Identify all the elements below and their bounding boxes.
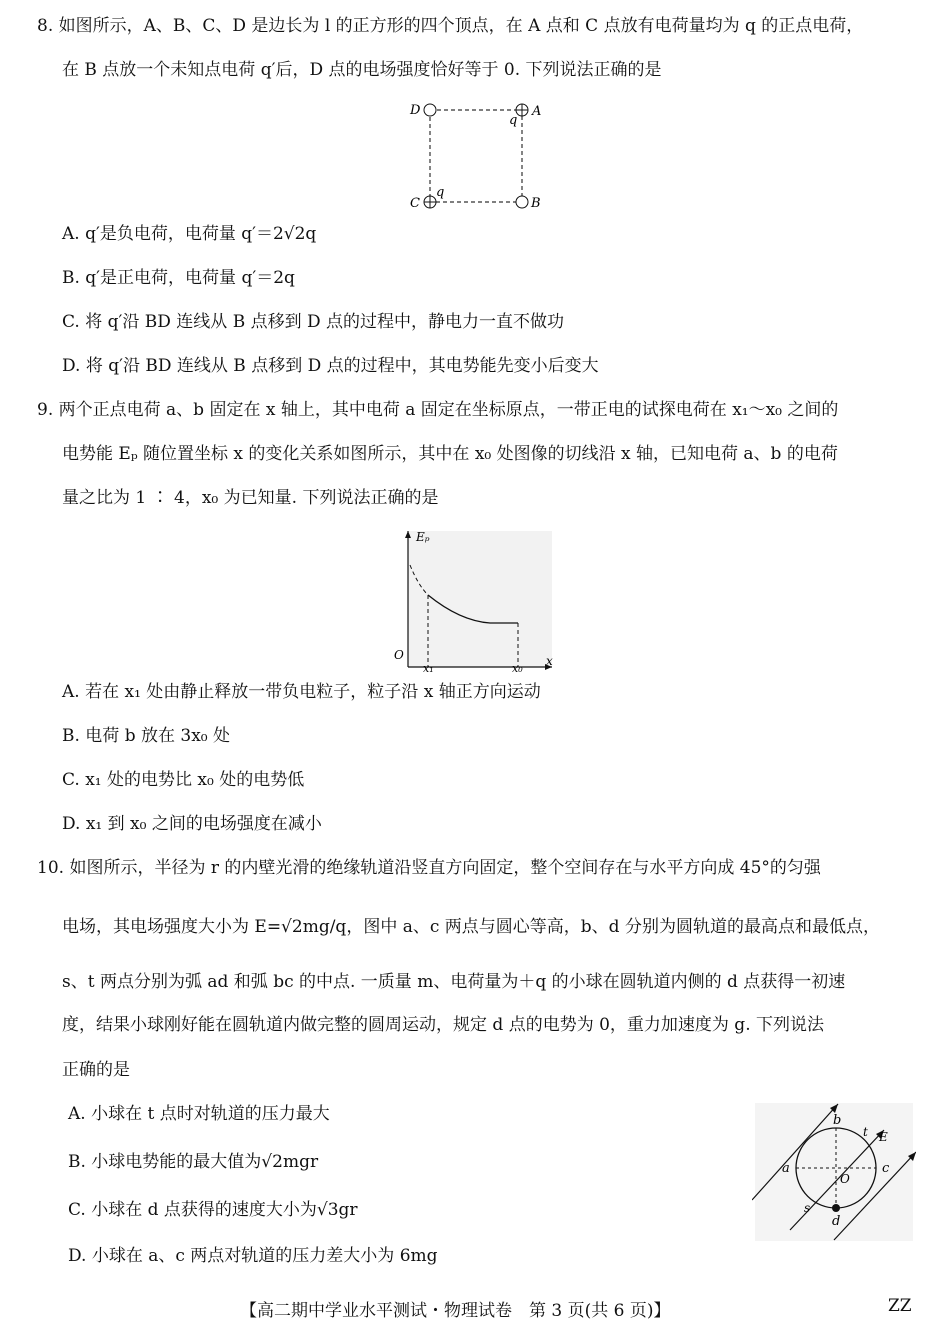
q9-ep-graph — [390, 525, 560, 675]
label-b: b — [833, 1113, 842, 1128]
q9-option-c: C. x₁ 处的电势比 x₀ 处的电势低 — [62, 770, 305, 790]
label-qa: q — [509, 113, 518, 128]
label-s: s — [804, 1201, 811, 1215]
q8-option-d: D. 将 q′沿 BD 连线从 B 点移到 D 点的过程中，其电势能先变小后变大 — [62, 356, 599, 376]
q10-stem-line-2: 电场，其电场强度大小为 E=√2mg/q，图中 a、c 两点与圆心等高，b、d 分别为圆轨道的最高点和最低点， — [62, 917, 880, 937]
label-t: t — [863, 1125, 868, 1139]
label-x0: x₀ — [512, 662, 523, 675]
label-ep: Eₚ — [416, 530, 430, 544]
label-x1: x₁ — [423, 662, 434, 675]
label-origin: O — [394, 648, 404, 662]
q9-stem-line-1: 9. 两个正点电荷 a、b 固定在 x 轴上，其中电荷 a 固定在坐标原点，一带正电的试探电荷在 x₁～x₀ 之间的 — [37, 400, 839, 420]
q10-option-d: D. 小球在 a、c 两点对轨道的压力差大小为 6mg — [68, 1246, 438, 1266]
q8-square-figure — [400, 92, 560, 217]
q10-option-a: A. 小球在 t 点时对轨道的压力最大 — [68, 1104, 330, 1124]
label-d: D — [410, 103, 421, 118]
q8-stem-line-1: 8. 如图所示，A、B、C、D 是边长为 l 的正方形的四个顶点，在 A 点和 C 点放有电荷量均为 q 的正点电荷， — [37, 16, 864, 36]
label-a: A — [532, 104, 542, 119]
label-e: E — [879, 1130, 888, 1144]
q10-option-c: C. 小球在 d 点获得的速度大小为√3gr — [68, 1200, 358, 1220]
label-c: c — [882, 1161, 890, 1176]
q9-stem-line-3: 量之比为 1 ∶ 4，x₀ 为已知量. 下列说法正确的是 — [62, 488, 439, 508]
q9-option-b: B. 电荷 b 放在 3x₀ 处 — [62, 726, 231, 746]
q10-stem-line-1: 10. 如图所示，半径为 r 的内壁光滑的绝缘轨道沿竖直方向固定，整个空间存在与水平方向成 45°的匀强 — [37, 858, 821, 878]
q8-stem-line-2: 在 B 点放一个未知点电荷 q′后，D 点的电场强度恰好等于 0. 下列说法正确的是 — [62, 60, 662, 80]
label-d: d — [832, 1214, 841, 1229]
label-o: O — [840, 1172, 850, 1186]
label-a: a — [782, 1161, 790, 1176]
ball — [832, 1204, 840, 1212]
point-b-charge — [516, 196, 528, 208]
q9-option-a: A. 若在 x₁ 处由静止释放一带负电粒子，粒子沿 x 轴正方向运动 — [62, 682, 541, 702]
q10-stem-line-5: 正确的是 — [62, 1060, 130, 1080]
footer-code: ZZ — [888, 1296, 912, 1316]
q10-stem-line-4: 度，结果小球刚好能在圆轨道内做完整的圆周运动，规定 d 点的电势为 0，重力加速度为 g. 下列说法 — [62, 1015, 825, 1035]
q9-option-d: D. x₁ 到 x₀ 之间的电场强度在减小 — [62, 814, 322, 834]
point-d-charge — [424, 104, 436, 116]
q10-option-b: B. 小球电势能的最大值为√2mgr — [68, 1152, 319, 1172]
label-x: x — [546, 654, 553, 668]
q8-option-b: B. q′是正电荷，电荷量 q′＝2q — [62, 268, 295, 288]
label-c: C — [410, 196, 420, 211]
page-footer: 【高二期中学业水平测试・物理试卷 第 3 页(共 6 页)】 — [240, 1301, 671, 1321]
q9-stem-line-2: 电势能 Eₚ 随位置坐标 x 的变化关系如图所示，其中在 x₀ 处图像的切线沿 x 轴，已知电荷 a、b 的电荷 — [62, 444, 838, 464]
q8-option-c: C. 将 q′沿 BD 连线从 B 点移到 D 点的过程中，静电力一直不做功 — [62, 312, 565, 332]
q8-option-a: A. q′是负电荷，电荷量 q′＝2√2q — [62, 224, 317, 244]
q10-circle-figure — [752, 1100, 916, 1244]
label-qc: q — [436, 185, 445, 200]
q10-stem-line-3: s、t 两点分别为弧 ad 和弧 bc 的中点. 一质量 m、电荷量为＋q 的小球在圆轨道内侧的 d 点获得一初速 — [62, 972, 846, 992]
label-b: B — [531, 196, 541, 211]
